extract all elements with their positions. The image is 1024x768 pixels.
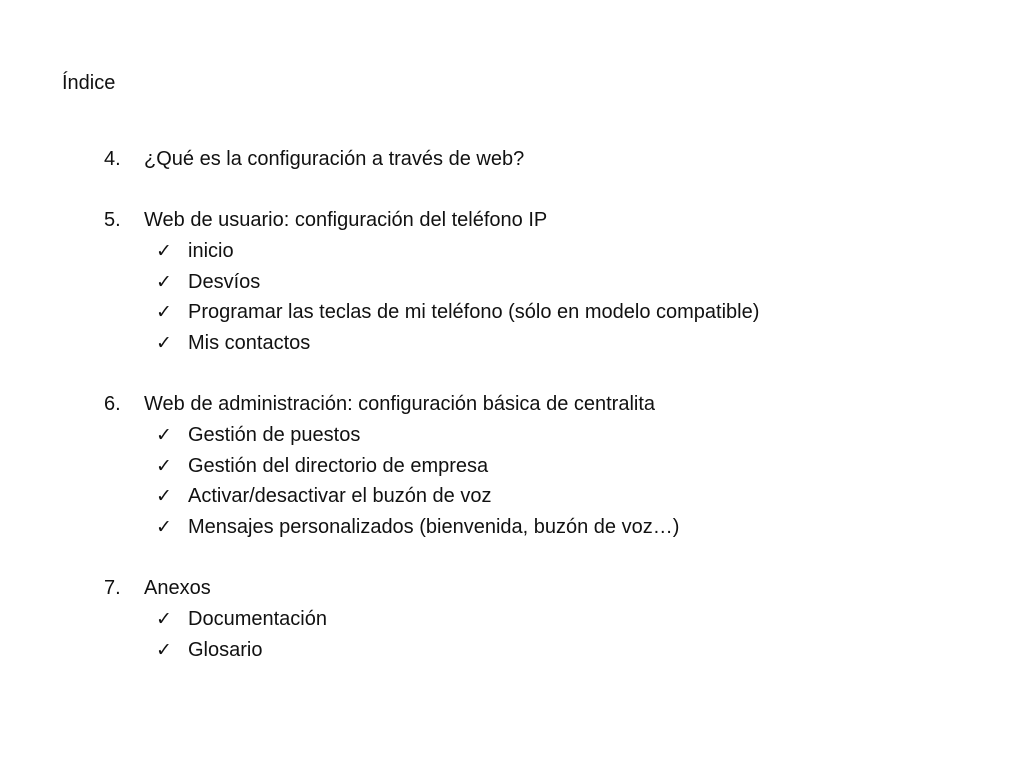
section-number: 5. [104,209,121,231]
page-title: Índice [62,72,116,94]
section-title: Web de administración: configuración básica de centralita [144,393,656,415]
list-item [0,420,900,451]
checkmark-icon: ✓ [156,485,172,508]
list-item [0,451,900,482]
section-number: 6. [104,393,121,415]
checkmark-icon: ✓ [156,608,172,630]
checkmark-icon: ✓ [156,270,172,293]
list-item-label: Documentación [188,608,327,630]
checkmark-icon: ✓ [156,240,172,262]
section-items [0,236,900,359]
list-item-label: Glosario [188,638,263,661]
list-item-label: Activar/desactivar el buzón de voz [188,485,492,508]
section-number: 4. [104,148,121,170]
list-item [0,604,900,635]
list-item [0,267,900,298]
checkmark-icon: ✓ [156,638,172,661]
list-item-label: Mensajes personalizados (bienvenida, buzón de voz…) [188,516,680,539]
list-item [0,481,900,512]
list-item [0,297,900,328]
list-item-label: inicio [188,240,234,262]
section-title: ¿Qué es la configuración a través de web? [144,148,525,170]
list-item-label: Mis contactos [188,332,311,355]
list-item-label: Programar las teclas de mi teléfono (sólo en modelo compatible) [188,301,760,324]
checkmark-icon: ✓ [156,301,172,324]
list-item-label: Gestión del directorio de empresa [188,454,489,477]
section-items [0,604,900,665]
list-item [0,236,900,267]
checkmark-icon: ✓ [156,424,172,446]
section-items [0,420,900,543]
checkmark-icon: ✓ [156,516,172,539]
section-title: Web de usuario: configuración del teléfono IP [144,209,548,231]
list-item [0,512,900,543]
section-number: 7. [104,577,121,599]
checkmark-icon: ✓ [156,454,172,477]
list-item [0,328,900,359]
list-item-label: Desvíos [188,270,261,293]
list-item [0,635,900,666]
list-item-label: Gestión de puestos [188,424,361,446]
section-title: Anexos [144,577,211,599]
checkmark-icon: ✓ [156,332,172,355]
